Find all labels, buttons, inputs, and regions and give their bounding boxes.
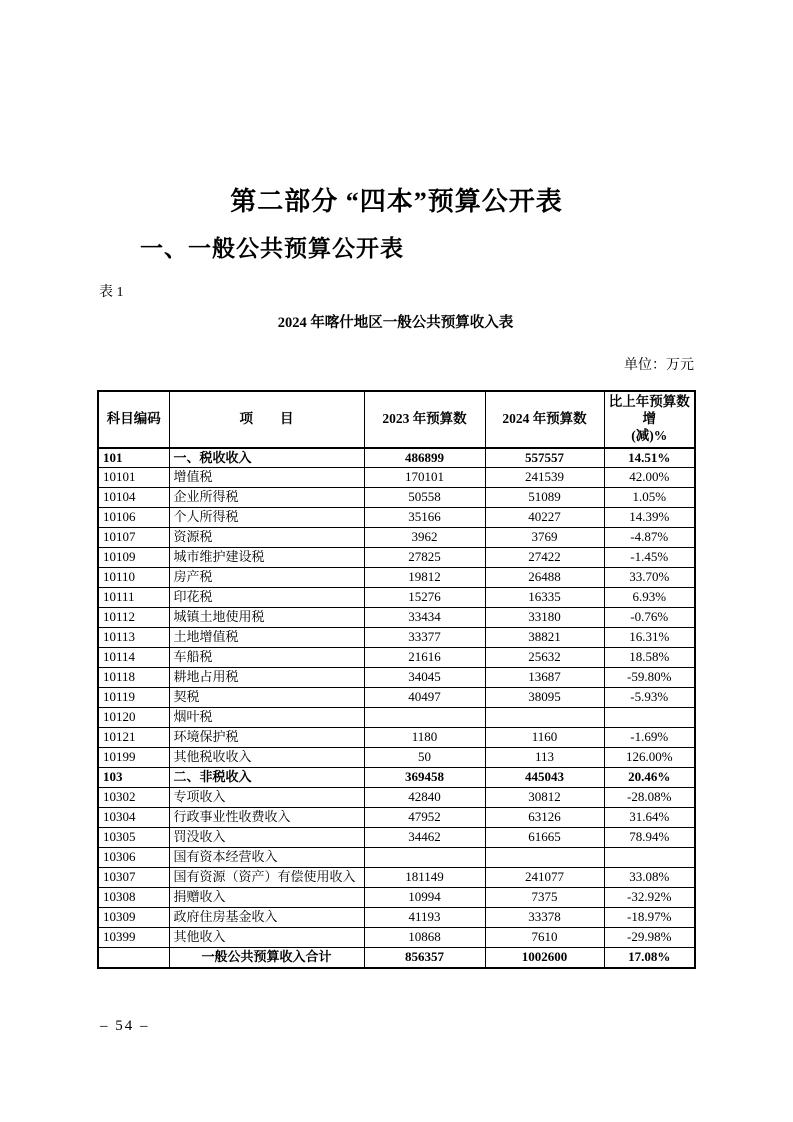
budget-2023-cell: 170101 [364, 468, 485, 488]
table-row [98, 808, 695, 828]
budget-2023-cell: 34045 [364, 668, 485, 688]
change-percent-cell: -18.97% [604, 908, 695, 928]
subject-code-cell: 10306 [98, 848, 169, 868]
item-cell: 土地增值税 [169, 628, 364, 648]
budget-2024-cell: 7610 [485, 928, 604, 948]
budget-2023-cell: 181149 [364, 868, 485, 888]
table-row [98, 848, 695, 868]
subject-code-cell: 10304 [98, 808, 169, 828]
item-cell: 一般公共预算收入合计 [169, 948, 364, 968]
table-row [98, 668, 695, 688]
change-percent-cell: -29.98% [604, 928, 695, 948]
change-percent-cell: 33.08% [604, 868, 695, 888]
budget-2024-cell: 13687 [485, 668, 604, 688]
budget-2024-cell [485, 708, 604, 728]
budget-2023-cell [364, 708, 485, 728]
budget-2024-cell: 30812 [485, 788, 604, 808]
change-percent-cell: 42.00% [604, 468, 695, 488]
budget-2024-cell: 38095 [485, 688, 604, 708]
budget-2024-cell: 51089 [485, 488, 604, 508]
table-row [98, 728, 695, 748]
item-cell: 资源税 [169, 528, 364, 548]
table-row [98, 768, 695, 788]
budget-2024-cell: 7375 [485, 888, 604, 908]
budget-2024-cell: 63126 [485, 808, 604, 828]
budget-2024-cell: 1160 [485, 728, 604, 748]
item-cell: 专项收入 [169, 788, 364, 808]
subject-code-cell: 10309 [98, 908, 169, 928]
item-cell: 二、非税收入 [169, 768, 364, 788]
change-percent-cell [604, 708, 695, 728]
change-percent-cell: -4.87% [604, 528, 695, 548]
subject-code-cell: 10107 [98, 528, 169, 548]
change-percent-cell: 6.93% [604, 588, 695, 608]
budget-2024-cell: 241077 [485, 868, 604, 888]
subject-code-cell: 10305 [98, 828, 169, 848]
header-budget-2024: 2024 年预算数 [485, 391, 604, 448]
item-cell: 政府住房基金收入 [169, 908, 364, 928]
budget-2023-cell: 369458 [364, 768, 485, 788]
table-row [98, 748, 695, 768]
change-percent-cell: 17.08% [604, 948, 695, 968]
change-percent-cell: 1.05% [604, 488, 695, 508]
budget-2023-cell: 34462 [364, 828, 485, 848]
change-percent-cell: 78.94% [604, 828, 695, 848]
table-row [98, 528, 695, 548]
item-cell: 个人所得税 [169, 508, 364, 528]
budget-2024-cell: 1002600 [485, 948, 604, 968]
budget-2023-cell: 41193 [364, 908, 485, 928]
budget-2023-cell: 35166 [364, 508, 485, 528]
budget-2023-cell: 27825 [364, 548, 485, 568]
change-percent-cell: -1.45% [604, 548, 695, 568]
change-percent-cell: -28.08% [604, 788, 695, 808]
table-row [98, 568, 695, 588]
change-percent-cell: 31.64% [604, 808, 695, 828]
table-row [98, 928, 695, 948]
budget-2024-cell: 61665 [485, 828, 604, 848]
subject-code-cell: 10118 [98, 668, 169, 688]
budget-2023-cell: 10868 [364, 928, 485, 948]
budget-revenue-table [97, 390, 696, 969]
unit-label: 单位：万元 [624, 358, 694, 373]
subject-code-cell: 10119 [98, 688, 169, 708]
item-cell: 环境保护税 [169, 728, 364, 748]
header-subject-code: 科目编码 [98, 391, 169, 448]
budget-2024-cell: 557557 [485, 448, 604, 468]
budget-2024-cell: 3769 [485, 528, 604, 548]
table-title: 2024 年喀什地区一般公共预算收入表 [277, 315, 514, 331]
change-percent-cell: 14.39% [604, 508, 695, 528]
table-label: 表 1 [99, 285, 124, 300]
table-row [98, 708, 695, 728]
item-cell: 行政事业性收费收入 [169, 808, 364, 828]
budget-2023-cell: 3962 [364, 528, 485, 548]
budget-2023-cell: 10994 [364, 888, 485, 908]
subject-code-cell: 10101 [98, 468, 169, 488]
header-change-line2: (减)% [631, 427, 668, 443]
table-row [98, 828, 695, 848]
subject-code-cell: 10308 [98, 888, 169, 908]
item-cell: 捐赠收入 [169, 888, 364, 908]
table-row [98, 888, 695, 908]
item-cell: 企业所得税 [169, 488, 364, 508]
subject-code-cell: 10120 [98, 708, 169, 728]
item-cell: 契税 [169, 688, 364, 708]
table-row [98, 788, 695, 808]
change-percent-cell: 20.46% [604, 768, 695, 788]
subject-code-cell: 10106 [98, 508, 169, 528]
main-title: 第二部分 “四本”预算公开表 [230, 187, 563, 216]
item-cell: 其他收入 [169, 928, 364, 948]
budget-2023-cell: 50 [364, 748, 485, 768]
change-percent-cell: 33.70% [604, 568, 695, 588]
budget-2023-cell: 50558 [364, 488, 485, 508]
change-percent-cell: -0.76% [604, 608, 695, 628]
header-row [98, 391, 695, 448]
change-percent-cell: -59.80% [604, 668, 695, 688]
item-cell: 耕地占用税 [169, 668, 364, 688]
table-row [98, 508, 695, 528]
subject-code-cell: 10113 [98, 628, 169, 648]
change-percent-cell: 18.58% [604, 648, 695, 668]
item-cell: 房产税 [169, 568, 364, 588]
subject-code-cell: 10114 [98, 648, 169, 668]
header-budget-2023: 2023 年预算数 [364, 391, 485, 448]
subject-code-cell: 10307 [98, 868, 169, 888]
budget-2023-cell [364, 848, 485, 868]
item-cell: 国有资源（资产）有偿使用收入 [169, 868, 364, 888]
budget-2024-cell: 38821 [485, 628, 604, 648]
table-row [98, 648, 695, 668]
header-item: 项 目 [169, 391, 364, 448]
budget-2024-cell: 445043 [485, 768, 604, 788]
budget-2023-cell: 486899 [364, 448, 485, 468]
item-cell: 一、税收收入 [169, 448, 364, 468]
budget-2023-cell: 33434 [364, 608, 485, 628]
section-heading: 一、一般公共预算公开表 [140, 236, 404, 261]
budget-2024-cell: 25632 [485, 648, 604, 668]
budget-2023-cell: 40497 [364, 688, 485, 708]
budget-2023-cell: 19812 [364, 568, 485, 588]
item-cell: 国有资本经营收入 [169, 848, 364, 868]
budget-2024-cell: 26488 [485, 568, 604, 588]
table-row [98, 628, 695, 648]
table-row [98, 468, 695, 488]
budget-2024-cell: 27422 [485, 548, 604, 568]
subject-code-cell: 10110 [98, 568, 169, 588]
budget-2023-cell: 1180 [364, 728, 485, 748]
table-row [98, 948, 695, 968]
subject-code-cell: 10112 [98, 608, 169, 628]
table-row [98, 688, 695, 708]
change-percent-cell: -32.92% [604, 888, 695, 908]
budget-2024-cell: 33378 [485, 908, 604, 928]
subject-code-cell: 10302 [98, 788, 169, 808]
budget-2023-cell: 47952 [364, 808, 485, 828]
subject-code-cell: 10111 [98, 588, 169, 608]
subject-code-cell: 10399 [98, 928, 169, 948]
item-cell: 罚没收入 [169, 828, 364, 848]
subject-code-cell: 10104 [98, 488, 169, 508]
item-cell: 其他税收收入 [169, 748, 364, 768]
header-change-line1: 比上年预算数增 [608, 394, 690, 426]
subject-code-cell: 103 [98, 768, 169, 788]
change-percent-cell: -1.69% [604, 728, 695, 748]
change-percent-cell: 16.31% [604, 628, 695, 648]
item-cell: 印花税 [169, 588, 364, 608]
budget-2024-cell [485, 848, 604, 868]
change-percent-cell: 126.00% [604, 748, 695, 768]
table-row [98, 548, 695, 568]
table-row [98, 588, 695, 608]
item-cell: 烟叶税 [169, 708, 364, 728]
budget-2023-cell: 21616 [364, 648, 485, 668]
table-row [98, 868, 695, 888]
change-percent-cell: -5.93% [604, 688, 695, 708]
item-cell: 城镇土地使用税 [169, 608, 364, 628]
header-change-percent [604, 391, 695, 448]
budget-2023-cell: 15276 [364, 588, 485, 608]
item-cell: 城市维护建设税 [169, 548, 364, 568]
table-row [98, 488, 695, 508]
change-percent-cell: 14.51% [604, 448, 695, 468]
subject-code-cell: 101 [98, 448, 169, 468]
budget-2024-cell: 241539 [485, 468, 604, 488]
item-cell: 车船税 [169, 648, 364, 668]
budget-2023-cell: 33377 [364, 628, 485, 648]
item-cell: 增值税 [169, 468, 364, 488]
subject-code-cell: 10199 [98, 748, 169, 768]
table-row [98, 448, 695, 468]
subject-code-cell: 10109 [98, 548, 169, 568]
budget-2024-cell: 113 [485, 748, 604, 768]
table-row [98, 908, 695, 928]
table-row [98, 608, 695, 628]
budget-2023-cell: 856357 [364, 948, 485, 968]
subject-code-cell [98, 948, 169, 968]
budget-2024-cell: 16335 [485, 588, 604, 608]
budget-2023-cell: 42840 [364, 788, 485, 808]
budget-table-body [98, 448, 695, 968]
budget-2024-cell: 40227 [485, 508, 604, 528]
table-header [98, 391, 695, 448]
budget-2024-cell: 33180 [485, 608, 604, 628]
change-percent-cell [604, 848, 695, 868]
subject-code-cell: 10121 [98, 728, 169, 748]
page-number: – 54 – [100, 1018, 150, 1034]
